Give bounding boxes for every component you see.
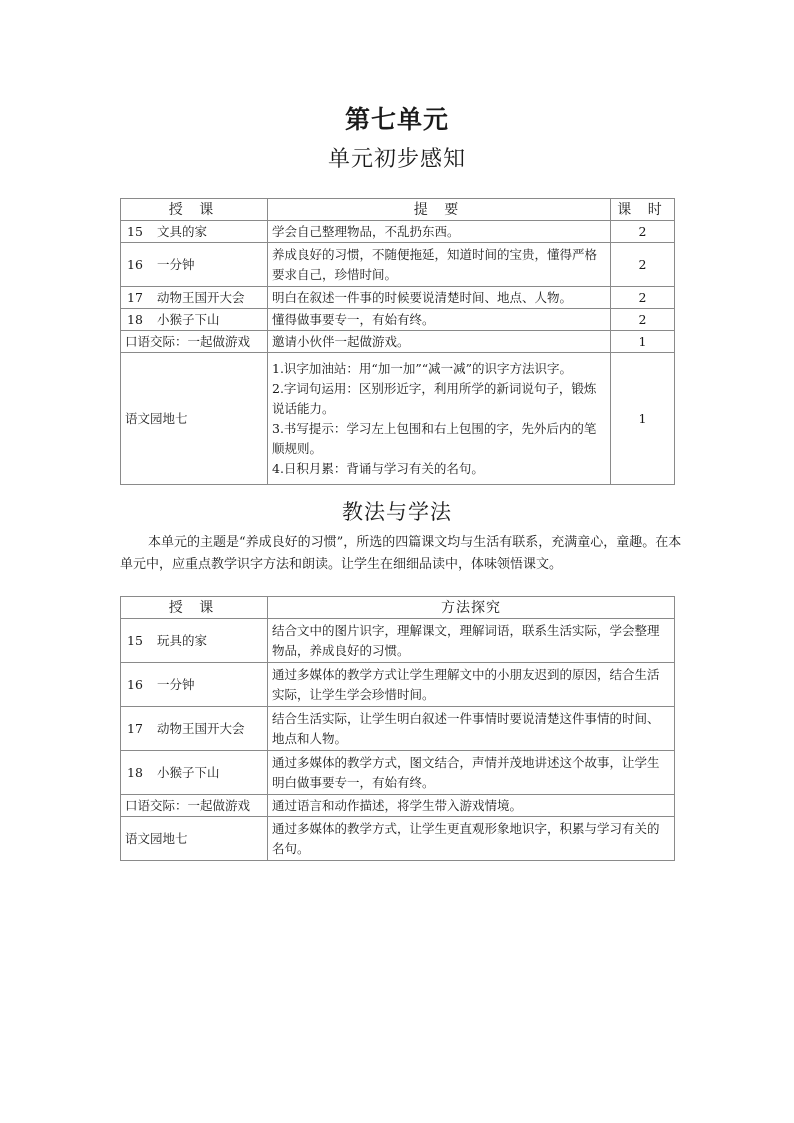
summary-cell: 懂得做事要专一，有始有终。 <box>268 309 611 331</box>
summary-cell: 明白在叙述一件事的时候要说清楚时间、地点、人物。 <box>268 287 611 309</box>
table-row <box>121 817 675 861</box>
hours-cell: 2 <box>611 309 675 331</box>
lesson-cell: 18 小猴子下山 <box>121 751 268 795</box>
summary-cell: 学会自己整理物品，不乱扔东西。 <box>268 221 611 243</box>
table-row <box>121 243 675 287</box>
table-row <box>121 663 675 707</box>
header-method: 方法探究 <box>268 597 675 619</box>
method-cell: 通过多媒体的教学方式，让学生更直观形象地识字，积累与学习有关的名句。 <box>268 817 675 861</box>
table-row <box>121 221 675 243</box>
lesson-cell: 语文园地七 <box>121 353 268 485</box>
summary-cell <box>268 353 611 485</box>
header-hours: 课 时 <box>611 199 675 221</box>
section2-heading: 教法与学法 <box>342 500 452 524</box>
overview-header-row <box>121 199 675 221</box>
table-row <box>121 751 675 795</box>
intro-paragraph: 本单元的主题是“养成良好的习惯”，所选的四篇课文均与生活有联系，充满童心，童趣。在本单元中，应重点教学识字方法和朗读。让学生在细细品读中，体味领悟课文。 <box>120 535 682 572</box>
overview-table <box>120 198 675 485</box>
method-cell: 结合文中的图片识字，理解课文，理解词语，联系生活实际，学会整理物品，养成良好的习惯。 <box>268 619 675 663</box>
method-cell: 结合生活实际，让学生明白叙述一件事情时要说清楚这件事情的时间、地点和人物。 <box>268 707 675 751</box>
lesson-cell: 16 一分钟 <box>121 243 268 287</box>
table-row <box>121 353 675 485</box>
method-cell: 通过多媒体的教学方式让学生理解文中的小朋友迟到的原因，结合生活实际，让学生学会珍惜时间。 <box>268 663 675 707</box>
method-table <box>120 596 675 861</box>
table-row <box>121 309 675 331</box>
table-row <box>121 619 675 663</box>
lesson-cell: 17 动物王国开大会 <box>121 287 268 309</box>
lesson-cell: 15 文具的家 <box>121 221 268 243</box>
lesson-cell: 语文园地七 <box>121 817 268 861</box>
lesson-cell: 18 小猴子下山 <box>121 309 268 331</box>
summary-item: 1.识字加油站：用“加一加”“减一减”的识字方法识字。 <box>272 360 572 376</box>
unit-title: 第七单元 <box>344 105 449 134</box>
section1-heading: 单元初步感知 <box>327 147 466 172</box>
lesson-cell: 口语交际：一起做游戏 <box>121 331 268 353</box>
summary-cell: 养成良好的习惯，不随便拖延，知道时间的宝贵，懂得严格要求自己，珍惜时间。 <box>268 243 611 287</box>
table-row <box>121 707 675 751</box>
hours-cell: 2 <box>611 221 675 243</box>
method-header-row <box>121 597 675 619</box>
summary-item: 2.字词句运用：区别形近字，利用所学的新词说句子，锻炼说话能力。 <box>272 380 597 416</box>
lesson-cell: 17 动物王国开大会 <box>121 707 268 751</box>
hours-cell: 1 <box>611 331 675 353</box>
lesson-cell: 口语交际：一起做游戏 <box>121 795 268 817</box>
summary-item: 3.书写提示：学习左上包围和右上包围的字，先外后内的笔顺规则。 <box>272 420 597 456</box>
table-row <box>121 795 675 817</box>
hours-cell: 2 <box>611 243 675 287</box>
header-lesson: 授 课 <box>121 597 268 619</box>
hours-cell: 2 <box>611 287 675 309</box>
table-row <box>121 287 675 309</box>
lesson-cell: 16 一分钟 <box>121 663 268 707</box>
header-lesson: 授 课 <box>121 199 268 221</box>
hours-cell: 1 <box>611 353 675 485</box>
method-cell: 通过多媒体的教学方式，图文结合，声情并茂地讲述这个故事，让学生明白做事要专一，有始有终。 <box>268 751 675 795</box>
summary-item: 4.日积月累：背诵与学习有关的名句。 <box>272 460 484 476</box>
lesson-cell: 15 玩具的家 <box>121 619 268 663</box>
header-summary: 提 要 <box>268 199 611 221</box>
table-row <box>121 331 675 353</box>
method-cell: 通过语言和动作描述，将学生带入游戏情境。 <box>268 795 675 817</box>
summary-cell: 邀请小伙伴一起做游戏。 <box>268 331 611 353</box>
